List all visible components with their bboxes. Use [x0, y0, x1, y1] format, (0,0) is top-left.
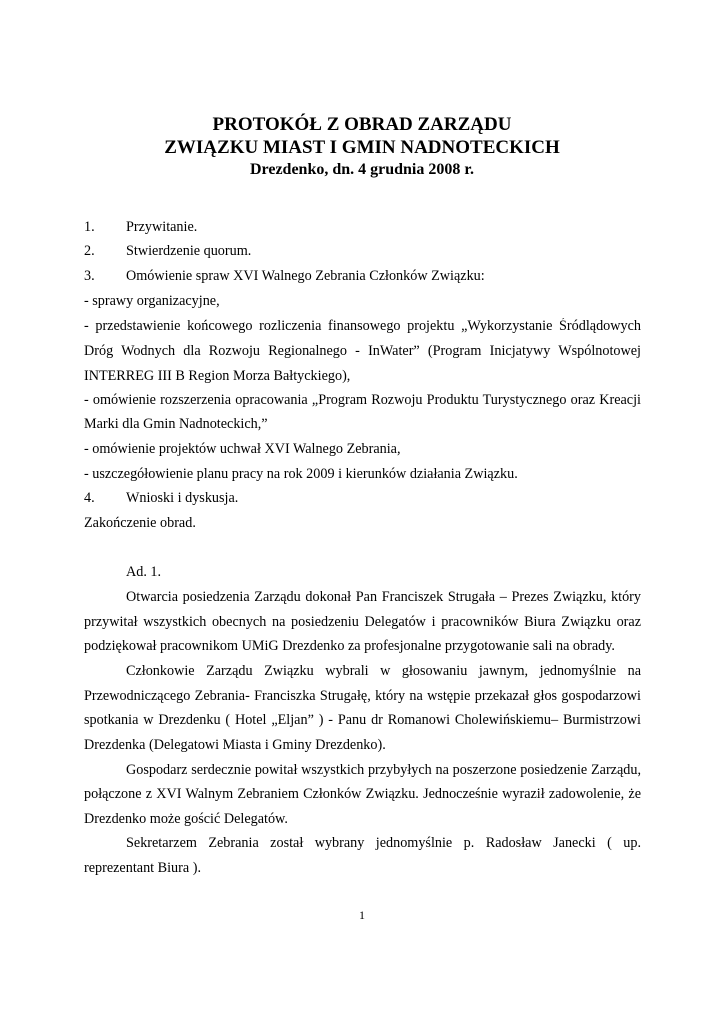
- paragraph-line: Drezdenka (Delegatowi Miasta i Gminy Drezdenko).: [84, 737, 386, 753]
- paragraph-line: reprezentant Biura ).: [84, 860, 201, 876]
- paragraph-line: przywitał wszystkich obecnych na posiedzeniu Delegatów i pracowników Biura Związku oraz: [84, 614, 641, 630]
- document-subtitle: Drezdenko, dn. 4 grudnia 2008 r.: [249, 161, 475, 178]
- paragraph-line: spotkania w Drezdenku ( Hotel „Eljan” ) - Panu dr Romanowi Cholewińskiemu– Burmistrzowi: [84, 712, 641, 728]
- paragraph-line: Przewodniczącego Zebrania- Franciszka Strugałę, który na wstępie przekazał głos gospodarzowi: [84, 688, 641, 704]
- agenda-item-number: 3.: [84, 268, 95, 284]
- document-title: PROTOKÓŁ Z OBRAD ZARZĄDU: [212, 114, 512, 135]
- agenda-item-text: Wnioski i dyskusja.: [126, 490, 239, 506]
- agenda-subpoint: Marki dla Gmin Nadnoteckich,”: [84, 416, 268, 432]
- document-title-line2: ZWIĄZKU MIAST I GMIN NADNOTECKICH: [164, 137, 560, 158]
- paragraph-line: połączone z XVI Walnym Zebraniem Członków Związku. Jednocześnie wyraził zadowolenie, że: [84, 786, 641, 802]
- section-label: Ad. 1.: [126, 564, 162, 580]
- agenda-subpoint: - omówienie projektów uchwał XVI Walnego Zebrania,: [84, 441, 401, 457]
- paragraph-line: Członkowie Zarządu Związku wybrali w głosowaniu jawnym, jednomyślnie na: [126, 663, 641, 679]
- agenda-subpoint: Dróg Wodnych dla Rozwoju Regionalnego - InWater” (Program Inicjatywy Wspólnotowej: [84, 343, 641, 359]
- paragraph-line: Sekretarzem Zebrania został wybrany jednomyślnie p. Radosław Janecki ( up.: [126, 835, 641, 851]
- paragraph-line: Drezdenko może gościć Delegatów.: [84, 811, 288, 827]
- agenda-item-text: Przywitanie.: [126, 219, 198, 235]
- agenda-subpoint: - sprawy organizacyjne,: [84, 293, 220, 309]
- agenda-item-text: Stwierdzenie quorum.: [126, 243, 252, 259]
- agenda-item-number: 4.: [84, 490, 95, 506]
- agenda-subpoint: INTERREG III B Region Morza Bałtyckiego),: [84, 368, 351, 384]
- agenda-closing: Zakończenie obrad.: [84, 515, 196, 531]
- agenda-item-number: 2.: [84, 243, 95, 259]
- paragraph-line: Otwarcia posiedzenia Zarządu dokonał Pan Franciszek Strugała – Prezes Związku, który: [126, 589, 641, 605]
- paragraph-line: Gospodarz serdecznie powitał wszystkich przybyłych na poszerzone posiedzenie Zarządu,: [126, 762, 641, 778]
- agenda-subpoint: - omówienie rozszerzenia opracowania „Program Rozwoju Produktu Turystycznego oraz Kreacji: [84, 392, 641, 408]
- agenda-subpoint: - przedstawienie końcowego rozliczenia finansowego projektu „Wykorzystanie Śródlądowych: [84, 318, 641, 334]
- agenda-item-text: Omówienie spraw XVI Walnego Zebrania Członków Związku:: [126, 268, 485, 284]
- agenda-item-number: 1.: [84, 219, 95, 235]
- agenda-subpoint: - uszczegółowienie planu pracy na rok 2009 i kierunków działania Związku.: [84, 466, 518, 482]
- page-number: 1: [359, 908, 365, 922]
- paragraph-line: podziękował pracownikom UMiG Drezdenko za profesjonalne przygotowanie sali na obrady.: [84, 638, 615, 654]
